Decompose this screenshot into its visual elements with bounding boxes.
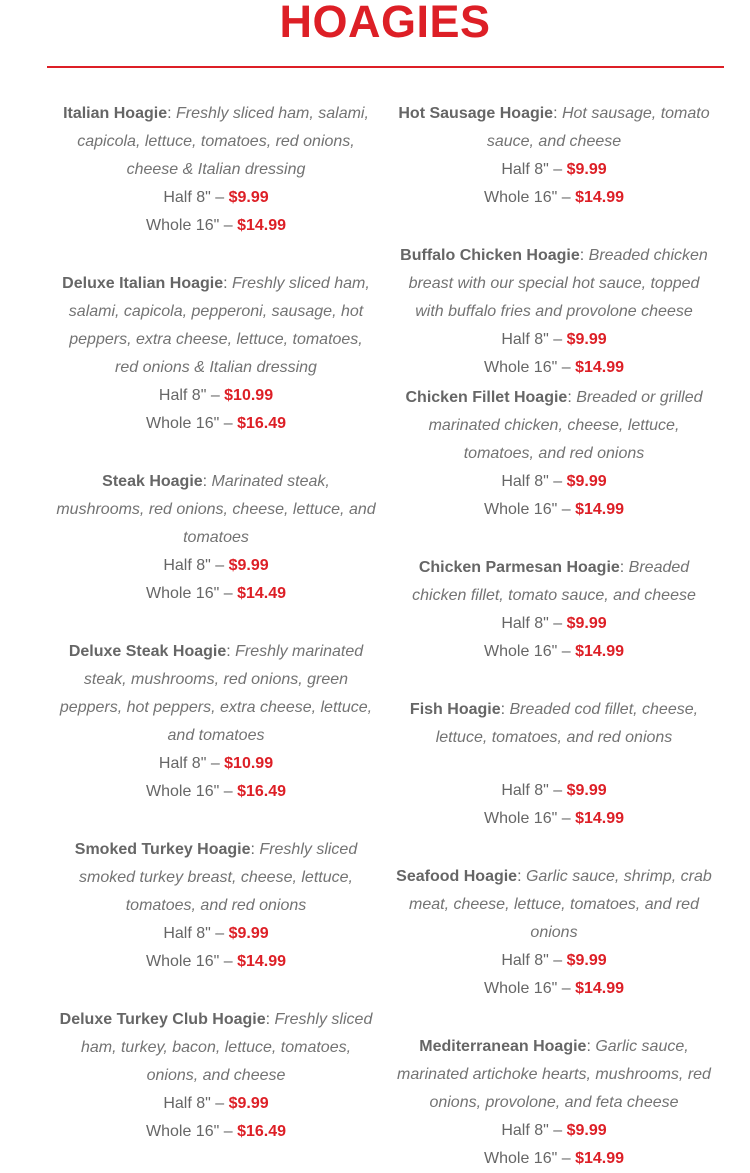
half-price: $9.99 — [566, 473, 607, 490]
whole-size-label: Whole 16" – — [146, 585, 238, 602]
whole-price-line — [393, 638, 715, 666]
whole-price-line — [56, 778, 376, 806]
menu-item — [393, 696, 715, 833]
half-price: $10.99 — [224, 387, 274, 404]
item-name: Deluxe Turkey Club Hoagie — [59, 1011, 266, 1028]
name-separator: : — [265, 1011, 275, 1028]
menu-item — [393, 554, 715, 666]
whole-price-line — [56, 212, 376, 240]
item-name: Mediterranean Hoagie — [419, 1038, 587, 1055]
half-price-line — [393, 777, 715, 805]
whole-price: $14.49 — [237, 585, 286, 602]
whole-size-label: Whole 16" – — [146, 415, 238, 432]
menu-item — [56, 468, 376, 608]
half-price: $9.99 — [566, 1122, 607, 1139]
item-description: Hot sausage, tomato sauce, and cheese — [486, 105, 710, 150]
whole-size-label: Whole 16" – — [484, 643, 576, 660]
item-description: Breaded or grilled marinated chicken, cheese, lettuce, tomatoes, and red onions — [428, 389, 703, 462]
whole-price: $14.99 — [575, 359, 624, 376]
whole-price-line — [393, 496, 715, 524]
name-separator: : — [250, 841, 260, 858]
item-description: Breaded chicken breast with our special hot sauce, topped with buffalo fries and provolone cheese — [408, 247, 708, 320]
item-name: Italian Hoagie — [63, 105, 168, 122]
whole-size-label: Whole 16" – — [484, 189, 576, 206]
item-name: Seafood Hoagie — [396, 868, 518, 885]
item-description: Freshly sliced ham, salami, capicola, pepperoni, sausage, hot peppers, extra cheese, lettuce, tomatoes, red onions & Italian dressing — [68, 275, 370, 376]
half-price: $9.99 — [228, 925, 269, 942]
half-price: $9.99 — [566, 161, 607, 178]
half-price-line — [393, 156, 715, 184]
name-separator: : — [553, 105, 562, 122]
half-price-line — [393, 326, 715, 354]
half-size-label: Half 8" – — [158, 755, 225, 772]
item-description: Garlic sauce, shrimp, crab meat, cheese, lettuce, tomatoes, and red onions — [409, 868, 712, 941]
whole-size-label: Whole 16" – — [146, 953, 238, 970]
name-separator: : — [223, 275, 232, 292]
item-name: Steak Hoagie — [102, 473, 203, 490]
name-separator: : — [500, 701, 510, 718]
item-name: Deluxe Steak Hoagie — [68, 643, 227, 660]
half-size-label: Half 8" – — [163, 1095, 229, 1112]
menu-item — [56, 836, 376, 976]
item-name: Buffalo Chicken Hoagie — [400, 247, 580, 264]
half-price-line — [56, 920, 376, 948]
item-description: Garlic sauce, marinated artichoke hearts, mushrooms, red onions, provolone, and feta cheese — [397, 1038, 711, 1111]
half-size-label: Half 8" – — [501, 952, 567, 969]
whole-size-label: Whole 16" – — [484, 501, 576, 518]
half-price-line — [393, 610, 715, 638]
half-size-label: Half 8" – — [163, 189, 229, 206]
half-size-label: Half 8" – — [501, 161, 567, 178]
half-size-label: Half 8" – — [501, 331, 567, 348]
whole-price: $14.99 — [575, 189, 624, 206]
menu-item — [56, 638, 376, 806]
whole-price-line — [393, 975, 715, 1003]
name-separator: : — [579, 247, 589, 264]
whole-price: $16.49 — [237, 1123, 286, 1140]
item-description: Freshly sliced ham, salami, capicola, lettuce, tomatoes, red onions, cheese & Italian dressing — [77, 105, 369, 178]
item-description: Freshly marinated steak, mushrooms, red onions, green peppers, hot peppers, extra cheese, lettuce, and tomatoes — [59, 643, 373, 744]
whole-price-line — [393, 184, 715, 212]
whole-size-label: Whole 16" – — [146, 1123, 238, 1140]
whole-price-line — [56, 580, 376, 608]
half-price-line — [56, 1090, 376, 1118]
menu-item — [56, 100, 376, 240]
half-price: $9.99 — [566, 782, 607, 799]
menu-item — [393, 1033, 715, 1173]
half-size-label: Half 8" – — [163, 557, 229, 574]
whole-price: $14.99 — [575, 810, 624, 827]
whole-price: $16.49 — [237, 783, 286, 800]
whole-price: $14.99 — [575, 980, 624, 997]
menu-item — [393, 863, 715, 1003]
item-description: Breaded cod fillet, cheese, lettuce, tomatoes, and red onions — [435, 701, 699, 746]
item-description: Freshly sliced ham, turkey, bacon, lettuce, tomatoes, onions, and cheese — [80, 1011, 373, 1084]
half-price-line — [393, 947, 715, 975]
half-price-line — [56, 552, 376, 580]
half-price-line — [56, 750, 376, 778]
half-size-label: Half 8" – — [501, 615, 567, 632]
half-price: $9.99 — [228, 189, 269, 206]
name-separator: : — [619, 559, 629, 576]
whole-size-label: Whole 16" – — [484, 810, 576, 827]
half-price: $9.99 — [566, 331, 607, 348]
menu-item — [393, 384, 715, 524]
name-separator: : — [517, 868, 526, 885]
half-size-label: Half 8" – — [501, 473, 567, 490]
menu-item — [56, 270, 376, 438]
menu-item — [393, 242, 715, 382]
item-name: Hot Sausage Hoagie — [398, 105, 554, 122]
name-separator: : — [226, 643, 236, 660]
item-name: Chicken Parmesan Hoagie — [418, 559, 620, 576]
whole-price-line — [393, 354, 715, 382]
name-separator: : — [567, 389, 577, 406]
whole-price-line — [56, 948, 376, 976]
whole-price-line — [56, 1118, 376, 1146]
whole-price: $14.99 — [575, 1150, 624, 1167]
menu-item — [56, 1006, 376, 1146]
menu-column-right — [393, 100, 715, 1173]
item-name: Fish Hoagie — [409, 701, 501, 718]
whole-price-line — [56, 410, 376, 438]
half-price-line — [56, 184, 376, 212]
half-price: $9.99 — [228, 1095, 269, 1112]
whole-size-label: Whole 16" – — [484, 359, 576, 376]
title-divider — [47, 66, 724, 68]
menu-item — [393, 100, 715, 212]
whole-size-label: Whole 16" – — [484, 1150, 576, 1167]
page-title: HOAGIES — [279, 0, 491, 47]
item-description: Marinated steak, mushrooms, red onions, cheese, lettuce, and tomatoes — [56, 473, 376, 546]
half-size-label: Half 8" – — [158, 387, 225, 404]
item-description: Breaded chicken fillet, tomato sauce, and cheese — [412, 559, 696, 604]
half-price: $9.99 — [228, 557, 269, 574]
half-price: $9.99 — [566, 952, 607, 969]
half-price: $10.99 — [224, 755, 274, 772]
item-name: Smoked Turkey Hoagie — [74, 841, 251, 858]
half-price-line — [393, 468, 715, 496]
whole-price-line — [393, 1145, 715, 1173]
item-name: Deluxe Italian Hoagie — [62, 275, 224, 292]
half-size-label: Half 8" – — [501, 782, 567, 799]
half-price-line — [56, 382, 376, 410]
half-size-label: Half 8" – — [501, 1122, 567, 1139]
name-separator: : — [167, 105, 176, 122]
whole-price: $14.99 — [575, 643, 624, 660]
whole-price: $14.99 — [575, 501, 624, 518]
whole-size-label: Whole 16" – — [146, 783, 238, 800]
whole-price: $14.99 — [237, 953, 286, 970]
item-description: Freshly sliced smoked turkey breast, cheese, lettuce, tomatoes, and red onions — [79, 841, 358, 914]
whole-price-line — [393, 805, 715, 833]
menu-column-left — [56, 100, 376, 1146]
whole-size-label: Whole 16" – — [484, 980, 576, 997]
half-price: $9.99 — [566, 615, 607, 632]
whole-price: $14.99 — [237, 217, 286, 234]
half-size-label: Half 8" – — [163, 925, 229, 942]
name-separator: : — [586, 1038, 596, 1055]
whole-price: $16.49 — [237, 415, 286, 432]
name-separator: : — [202, 473, 212, 490]
whole-size-label: Whole 16" – — [146, 217, 238, 234]
item-name: Chicken Fillet Hoagie — [405, 389, 568, 406]
half-price-line — [393, 1117, 715, 1145]
